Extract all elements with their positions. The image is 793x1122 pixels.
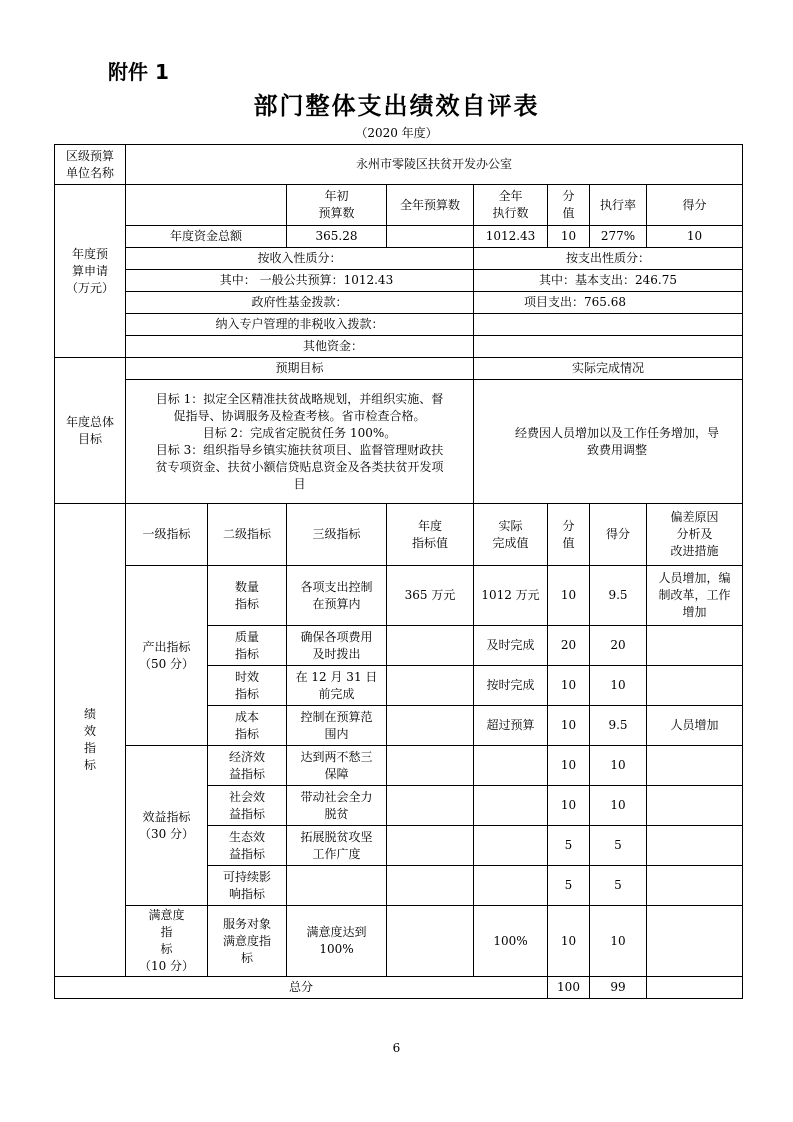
total-score: 100	[548, 977, 590, 999]
actual-line: 经费因人员增加以及工作任务增加，导	[515, 425, 720, 440]
level2-indicator: 质量 指标	[208, 626, 287, 666]
expense-nature: 按支出性质分：	[474, 248, 743, 270]
target-value	[387, 626, 474, 666]
h-actual: 实际 完成值	[474, 504, 548, 566]
got-value: 10	[590, 746, 647, 786]
goal-line: 促指导、协调服务及检查考核。省市检查合格。	[173, 408, 426, 423]
level3-indicator: 在 12 月 31 日 前完成	[287, 666, 387, 706]
general-budget: 其中： 一般公共预算：1012.43	[126, 270, 474, 292]
budget-total-exec: 1012.43	[474, 226, 548, 248]
target-value	[387, 666, 474, 706]
goals-section-label: 年度总体 目标	[55, 358, 126, 504]
reason-value	[647, 826, 743, 866]
actual-value	[474, 786, 548, 826]
goal-line: 目标 3：组织指导乡镇实施扶贫项目、监督管理财政扶	[155, 442, 444, 457]
attachment-label: 附件 1	[108, 60, 169, 84]
budget-nature-row	[55, 248, 743, 270]
actual-value: 及时完成	[474, 626, 548, 666]
total-reason	[647, 977, 743, 999]
satisfaction-label: 满意度 指 标 （10 分）	[126, 906, 208, 977]
level2-indicator: 社会效 益指标	[208, 786, 287, 826]
goal-line: 目标 1：拟定全区精准扶贫战略规划，并组织实施、督	[155, 391, 444, 406]
level3-indicator: 带动社会全力 脱贫	[287, 786, 387, 826]
got-value: 10	[590, 786, 647, 826]
got-value: 20	[590, 626, 647, 666]
budget-other-row	[55, 336, 743, 358]
budget-col-initial: 年初 预算数	[287, 185, 387, 226]
other-funds: 其他资金：	[126, 336, 474, 358]
indicator-row	[55, 566, 743, 626]
h-reason: 偏差原因 分析及 改进措施	[647, 504, 743, 566]
non-tax-blank	[474, 314, 743, 336]
output-indicators-label: 产出指标 （50 分）	[126, 566, 208, 746]
goals-content-row	[55, 380, 743, 504]
budget-section-label: 年度预 算申请 （万元）	[55, 185, 126, 358]
actual-line: 致费用调整	[587, 442, 648, 457]
got-value: 5	[590, 866, 647, 906]
satisfaction-reason	[647, 906, 743, 977]
score-value: 10	[548, 666, 590, 706]
level2-indicator: 生态效 益指标	[208, 826, 287, 866]
budget-col-rate: 执行率	[590, 185, 647, 226]
got-value: 5	[590, 826, 647, 866]
total-got: 99	[590, 977, 647, 999]
reason-value	[647, 666, 743, 706]
level3-indicator: 达到两不愁三 保障	[287, 746, 387, 786]
satisfaction-level3: 满意度达到 100%	[287, 906, 387, 977]
got-value: 9.5	[590, 706, 647, 746]
budget-total-full	[387, 226, 474, 248]
budget-header-row	[55, 185, 743, 226]
level2-indicator: 数量 指标	[208, 566, 287, 626]
goal-line: 贫专项资金、扶贫小额信贷贴息资金及各类扶贫开发项	[155, 459, 444, 474]
budget-total-rate: 277%	[590, 226, 647, 248]
satisfaction-score: 10	[548, 906, 590, 977]
actual-value	[474, 826, 548, 866]
non-tax: 纳入专户管理的非税收入拨款：	[126, 314, 474, 336]
basic-expense: 其中：基本支出：246.75	[474, 270, 743, 292]
reason-value	[647, 626, 743, 666]
project-expense: 项目支出：765.68	[474, 292, 743, 314]
target-value	[387, 746, 474, 786]
budget-col-got: 得分	[647, 185, 743, 226]
got-value: 9.5	[590, 566, 647, 626]
goal-line: 目标 2：完成省定脱贫任务 100%。	[202, 425, 397, 440]
gov-fund: 政府性基金拨款：	[126, 292, 474, 314]
score-value: 5	[548, 866, 590, 906]
h-level3: 三级指标	[287, 504, 387, 566]
h-got: 得分	[590, 504, 647, 566]
score-value: 5	[548, 826, 590, 866]
score-value: 10	[548, 786, 590, 826]
goal-line: 目	[293, 476, 306, 491]
level3-indicator: 各项支出控制 在预算内	[287, 566, 387, 626]
target-value: 365 万元	[387, 566, 474, 626]
actual-header: 实际完成情况	[474, 358, 743, 380]
satisfaction-actual: 100%	[474, 906, 548, 977]
target-value	[387, 706, 474, 746]
score-value: 10	[548, 706, 590, 746]
budget-total-label: 年度资金总额	[126, 226, 287, 248]
budget-col-score: 分 值	[548, 185, 590, 226]
budget-total-got: 10	[647, 226, 743, 248]
level3-indicator: 确保各项费用 及时拨出	[287, 626, 387, 666]
reason-value: 人员增加，编 制改革，工作 增加	[647, 566, 743, 626]
actual-completion	[474, 380, 743, 504]
satisfaction-level2: 服务对象 满意度指 标	[208, 906, 287, 977]
budget-col-full: 全年预算数	[387, 185, 474, 226]
actual-value: 按时完成	[474, 666, 548, 706]
actual-value: 1012 万元	[474, 566, 548, 626]
h-level2: 二级指标	[208, 504, 287, 566]
indicators-header-row	[55, 504, 743, 566]
evaluation-table	[54, 144, 743, 999]
reason-value	[647, 786, 743, 826]
got-value: 10	[590, 666, 647, 706]
total-row	[55, 977, 743, 999]
budget-col-exec: 全年 执行数	[474, 185, 548, 226]
indicator-row	[55, 746, 743, 786]
level2-indicator: 经济效 益指标	[208, 746, 287, 786]
unit-label: 区级预算 单位名称	[55, 145, 126, 185]
target-value	[387, 786, 474, 826]
unit-name: 永州市零陵区扶贫开发办公室	[126, 145, 743, 185]
indicators-section-label: 绩 效 指 标	[55, 504, 126, 977]
actual-value	[474, 746, 548, 786]
budget-total-row	[55, 226, 743, 248]
level3-indicator: 控制在预算范 围内	[287, 706, 387, 746]
unit-row	[55, 145, 743, 185]
target-value	[387, 866, 474, 906]
h-level1: 一级指标	[126, 504, 208, 566]
expected-goals	[126, 380, 474, 504]
budget-general-row	[55, 270, 743, 292]
satisfaction-row	[55, 906, 743, 977]
budget-nontax-row	[55, 314, 743, 336]
satisfaction-target	[387, 906, 474, 977]
h-score: 分 值	[548, 504, 590, 566]
satisfaction-got: 10	[590, 906, 647, 977]
score-value: 10	[548, 566, 590, 626]
budget-header-blank	[126, 185, 287, 226]
actual-value	[474, 866, 548, 906]
target-value	[387, 826, 474, 866]
budget-fund-row	[55, 292, 743, 314]
total-label: 总分	[55, 977, 548, 999]
reason-value	[647, 746, 743, 786]
level2-indicator: 可持续影 响指标	[208, 866, 287, 906]
page-number: 6	[392, 1041, 401, 1055]
level3-indicator	[287, 866, 387, 906]
level2-indicator: 成本 指标	[208, 706, 287, 746]
h-target: 年度 指标值	[387, 504, 474, 566]
reason-value: 人员增加	[647, 706, 743, 746]
expected-header: 预期目标	[126, 358, 474, 380]
reason-value	[647, 866, 743, 906]
other-funds-blank	[474, 336, 743, 358]
income-nature: 按收入性质分：	[126, 248, 474, 270]
budget-total-initial: 365.28	[287, 226, 387, 248]
page-title: 部门整体支出绩效自评表	[253, 92, 540, 120]
level3-indicator: 拓展脱贫攻坚 工作广度	[287, 826, 387, 866]
score-value: 20	[548, 626, 590, 666]
budget-total-score: 10	[548, 226, 590, 248]
score-value: 10	[548, 746, 590, 786]
actual-value: 超过预算	[474, 706, 548, 746]
benefit-indicators-label: 效益指标 （30 分）	[126, 746, 208, 906]
level2-indicator: 时效 指标	[208, 666, 287, 706]
goals-header-row	[55, 358, 743, 380]
report-year: （2020 年度）	[355, 126, 438, 140]
